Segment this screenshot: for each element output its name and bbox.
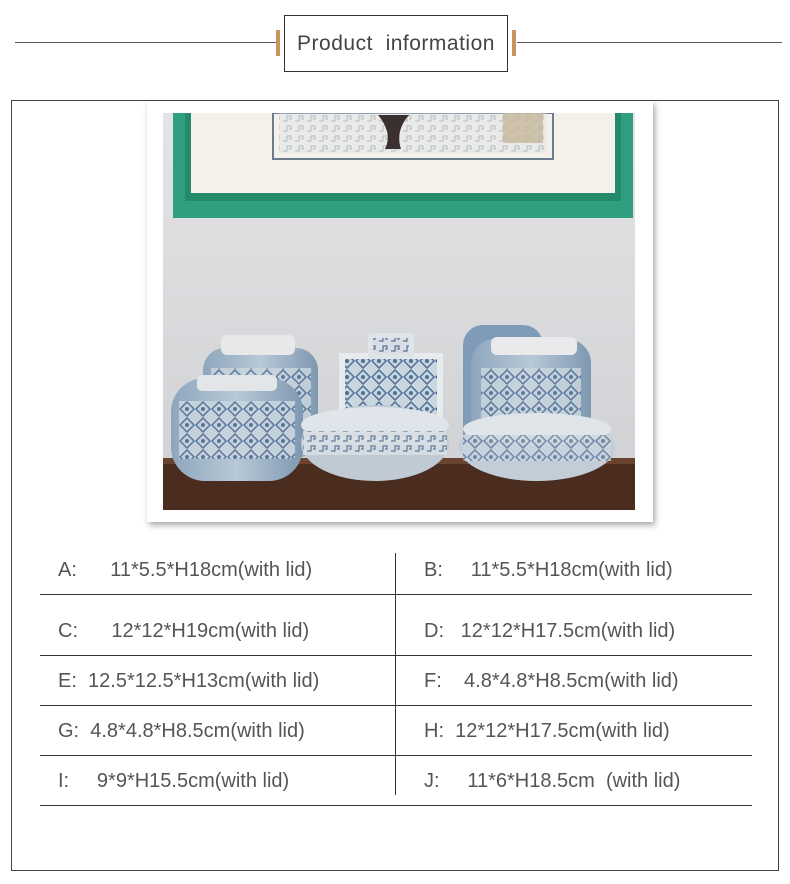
header-line-left	[15, 42, 278, 43]
header-accent-right	[512, 30, 516, 56]
spec-i: I: 9*9*H15.5cm(with lid)	[58, 769, 290, 792]
header-accent-left	[276, 30, 280, 56]
spec-e: E: 12.5*12.5*H13cm(with lid)	[58, 669, 320, 692]
table-row	[40, 656, 752, 706]
product-photo-card	[147, 101, 653, 522]
spec-f: F: 4.8*4.8*H8.5cm(with lid)	[424, 669, 679, 692]
table-row	[40, 545, 752, 595]
spec-d: D: 12*12*H17.5cm(with lid)	[424, 619, 676, 642]
spec-b: B: 11*5.5*H18cm(with lid)	[424, 558, 673, 581]
spec-j: J: 11*6*H18.5cm (with lid)	[424, 769, 681, 792]
porcelain-jars-photo	[163, 113, 635, 510]
table-rule	[40, 594, 752, 595]
table-row	[40, 606, 752, 656]
spec-c: C: 12*12*H19cm(with lid)	[58, 619, 310, 642]
spec-a: A: 11*5.5*H18cm(with lid)	[58, 558, 313, 581]
section-title: Product information	[284, 15, 508, 72]
table-row	[40, 706, 752, 756]
header-line-right	[517, 42, 782, 43]
spec-g: G: 4.8*4.8*H8.5cm(with lid)	[58, 719, 305, 742]
table-rule	[40, 805, 752, 806]
spec-h: H: 12*12*H17.5cm(with lid)	[424, 719, 670, 742]
table-row	[40, 756, 752, 806]
